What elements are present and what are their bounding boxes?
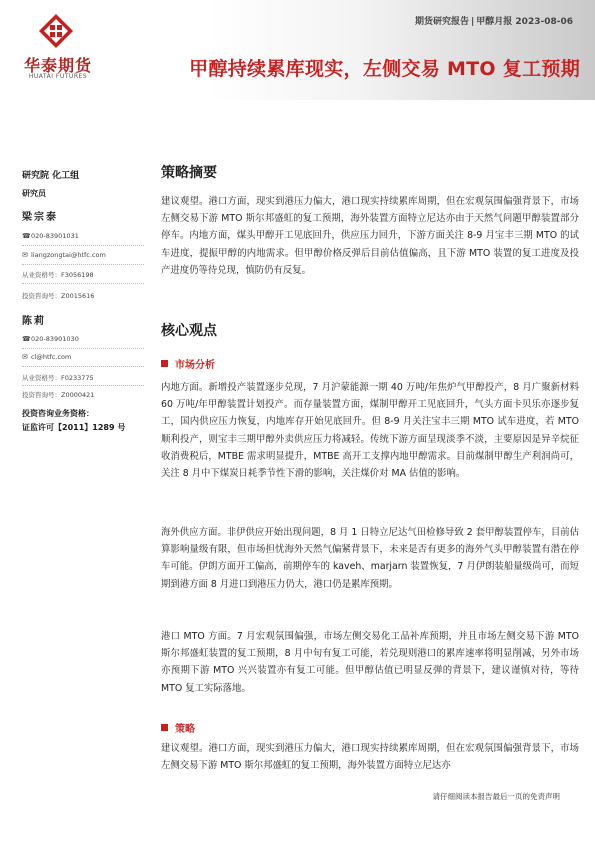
- market-paragraph-inland: 内地方面。新增投产装置逐步兑现，7 月沪蒙能源一期 40 万吨/年焦炉气甲醇投产，8 月广聚新材料 60 万吨/年甲醇装置计划投产。而存量装置方面，煤制甲醇开工见底回升，气头方面卡贝乐亦逐步复工，国内供应压力恢复，内地库存开始见底回升。但 8-9 月关注宝丰三期 MTO 试车进度，若 MTO 顺利投产，则宝丰三期甲醇外卖供应压力将减轻。传统下游方面呈现淡季不淡，主要原因是异辛烷征收消费税后，MTBE 需求明显提升，MTBE 高开工支撑内地甲醇需求。目前煤制甲醇生产利润尚可，关注 8 月中下煤炭日耗季节性下滑的影响，关注煤价对 MA 估值的影响。: [161, 382, 579, 480]
- qualification-label: 投资咨询业务资格：: [22, 409, 94, 418]
- market-paragraph-port: 港口 MTO 方面。7 月宏观氛围偏强，市场左侧交易化工品补库预期，并且市场左侧交易下游 MTO 斯尔邦盛虹装置的复工预期，8 月中旬有复工可能，若兑现则港口的累库速率将明显削减，另外市场亦预期下游 MTO 兴兴装置亦有复工可能。但甲醇估值已明显反弹的背景下，建议谨慎对待，等待 MTO 复工实际落地。: [161, 631, 579, 694]
- bullet-square-icon: [161, 724, 168, 731]
- core-heading: 核心观点: [161, 323, 217, 339]
- analyst-invest-no: 投资咨询号：Z0015616: [22, 292, 95, 300]
- analyst-phone: ☎020-83901031: [22, 232, 79, 240]
- brand-name-cn: 华泰期货: [23, 56, 92, 75]
- disclaimer-footer: 请仔细阅读本报告最后一页的免责声明: [432, 792, 560, 801]
- divider: [22, 366, 144, 367]
- analyst-name: 陈莉: [22, 316, 46, 327]
- report-date: 2023-08-06: [515, 17, 573, 27]
- report-meta: 期货研究报告 | 甲醇月报 2023-08-06: [414, 17, 573, 27]
- dept-label: 研究院 化工组: [22, 171, 80, 181]
- mail-icon: ✉: [22, 251, 28, 259]
- huatai-logo-icon: [38, 13, 74, 49]
- brand-name-en: HUATAI FUTURES: [28, 73, 88, 80]
- market-paragraph-overseas: 海外供应方面。非伊供应开始出现问题，8 月 1 日特立尼达气田检修导致 2 套甲醇装置停车，目前估算影响量级有限，但市场担忧海外天然气偏紧背景下，未来是否有更多的海外气头甲醇装置有潜在停车可能。伊朗方面开工偏高，前期停车的 kaveh、marjarn 装置恢复，7 月伊朗装船量级尚可，而短期到港方面 8 月进口到港压力仍大，港口仍是累库预期。: [161, 527, 579, 590]
- phone-icon: ☎: [22, 335, 31, 343]
- report-type: 期货研究报告: [414, 17, 469, 27]
- divider: [22, 264, 144, 265]
- report-title: 甲醇持续累库现实，左侧交易 MTO 复工预期: [189, 58, 580, 80]
- divider: [22, 283, 144, 284]
- analyst-invest-no: 投资咨询号：Z0000421: [22, 391, 95, 399]
- mail-icon: ✉: [22, 353, 28, 361]
- strategy-paragraph: 建议观望。港口方面，现实到港压力偏大，港口现实持续累库周期，但在宏观氛围偏强背景下，市场左侧交易下游 MTO 斯尔邦盛虹的复工预期，海外装置方面特立尼达亦: [161, 743, 579, 772]
- qualification-license: 证监许可【2011】1289 号: [22, 423, 126, 432]
- analyst-license: 从业资格号：F3056198: [22, 271, 94, 279]
- analyst-license: 从业资格号：F0233775: [22, 374, 94, 382]
- divider: [22, 385, 144, 386]
- analyst-email: ✉ liangzongtai@htfc.com: [22, 251, 106, 259]
- analyst-email: ✉ cl@htfc.com: [22, 353, 72, 361]
- divider: [22, 348, 144, 349]
- strategy-subheading: 策略: [161, 720, 195, 735]
- summary-heading: 策略摘要: [161, 165, 217, 181]
- report-header: [0, 0, 595, 100]
- divider: [22, 245, 144, 246]
- analyst-phone: ☎020-83901030: [22, 335, 79, 343]
- market-analysis-subheading: 市场分析: [161, 356, 215, 371]
- bullet-square-icon: [161, 360, 168, 367]
- report-series: 甲醇月报: [476, 17, 513, 27]
- analyst-name: 梁宗泰: [22, 212, 58, 223]
- role-label: 研究员: [22, 189, 46, 198]
- phone-icon: ☎: [22, 232, 31, 240]
- summary-paragraph: 建议观望。港口方面，现实到港压力偏大，港口现实持续累库周期，但在宏观氛围偏强背景下，市场左侧交易下游 MTO 斯尔邦盛虹的复工预期，海外装置方面特立尼达亦由于天然气问题甲醇装置部分停车。内地方面，煤头甲醇开工见底回升，供应压力回升，下游方面关注 8-9 月宝丰三期 MTO 的试车进度，提振甲醇的内地需求。但甲醇价格反弹后目前估值偏高，且下游 MTO 装置的复工进度及投产进度仍等待兑现，慎防仍有反复。: [161, 196, 579, 276]
